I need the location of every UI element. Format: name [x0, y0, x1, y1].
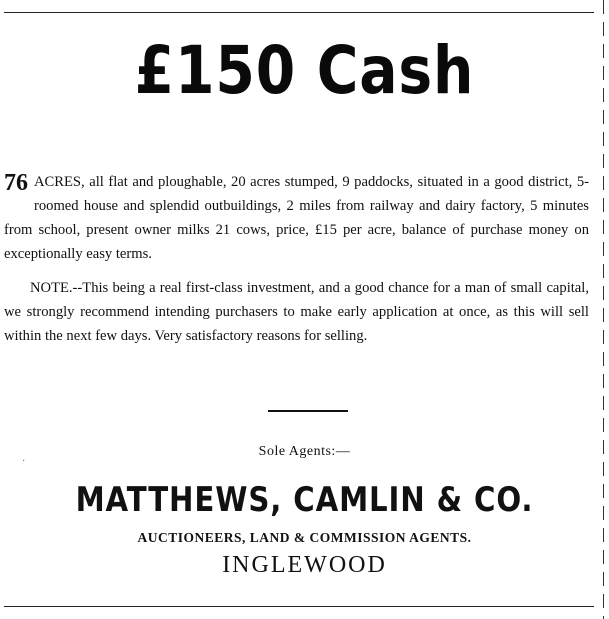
note-paragraph: NOTE.--This being a real first-class investment, and a good chance for a man of small capital, we strongly recommend intending purchasers to make early application at once, as this will sell within the next few days. Very satisfactory reasons for selling.: [4, 280, 589, 344]
page-edge: [603, 0, 604, 619]
agent-trade-line: AUCTIONEERS, LAND & COMMISSION AGENTS.: [137, 530, 472, 545]
sole-agents-label: Sole Agents:—: [258, 444, 351, 459]
advert-headline: £150 Cash: [134, 32, 475, 109]
advert-body: [4, 170, 589, 348]
listing-text: ACRES, all flat and ploughable, 20 acres stumped, 9 paddocks, situated in a good district, 5-roomed house and splendid outbuildings, 2 miles from railway and dairy factory, 5 minutes from school, present owner milks 21 cows, price, £15 per acre, balance of purchase money on exceptionally easy terms.: [4, 174, 589, 262]
section-divider: [268, 410, 348, 412]
agent-company-name: MATTHEWS, CAMLIN & CO.: [75, 480, 534, 520]
listing-paragraph: [4, 170, 589, 266]
agent-town: INGLEWOOD: [222, 552, 387, 578]
bottom-rule: [4, 606, 594, 607]
top-rule: [4, 12, 594, 13]
lead-number: 76: [4, 170, 28, 196]
print-speck: ·: [22, 456, 26, 467]
